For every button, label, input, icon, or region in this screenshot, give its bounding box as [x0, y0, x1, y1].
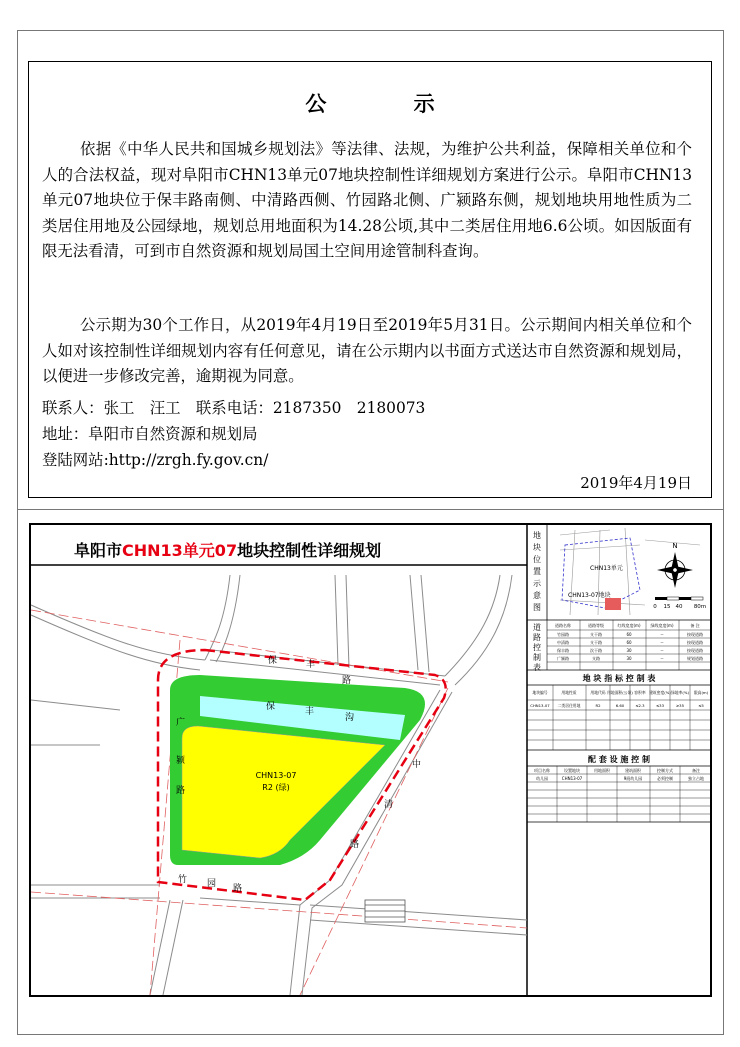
road-table-cell: 支干路	[590, 640, 602, 645]
road-table-header-4: 绿线宽度(m)	[650, 623, 674, 628]
map-title-highlight: CHN13单元07	[122, 541, 238, 560]
road-table-cell: 30	[626, 656, 632, 661]
road-table-cell: 60	[626, 632, 632, 637]
road-table-side-4: 制	[533, 653, 541, 662]
road-label-guangying-2: 颍	[176, 756, 186, 766]
road-table-side-1: 道	[533, 623, 541, 632]
road-table-cell: --	[660, 656, 664, 661]
road-table-cell: 次干路	[590, 648, 602, 653]
road-table-cell: --	[660, 632, 664, 637]
index-table-header: 容积率	[634, 690, 646, 695]
facility-table-header: 项目名称	[534, 768, 550, 773]
facility-table-header: 控制方式	[657, 768, 673, 773]
north-label: N	[672, 542, 678, 550]
road-table-side-5: 表	[533, 663, 541, 672]
road-table-cell: 中清路	[557, 640, 569, 645]
scale-label-3: 80m	[693, 604, 707, 610]
road-label-zhongqing-1: 中	[412, 760, 422, 770]
facility-table-cell: 9班幼儿园	[623, 776, 643, 781]
location-label-7: 图	[533, 603, 541, 612]
road-table-cell: 竹园路	[557, 632, 569, 637]
canal-label-2: 丰	[305, 707, 315, 717]
road-table-header-3: 红线宽度(m)	[617, 623, 641, 628]
facility-table-header: 设置地块	[564, 768, 580, 773]
facility-table-cell: 独立占地	[688, 776, 704, 781]
road-label-zhuyuan-3: 路	[233, 884, 243, 894]
road-label-zhuyuan-1: 竹	[178, 875, 188, 885]
location-panel	[527, 525, 712, 620]
road-table-cell: 支干路	[590, 632, 602, 637]
road-table-header-1: 道路名称	[555, 623, 571, 628]
scale-label-1: 15	[663, 604, 671, 610]
road-table-cell: 支路	[592, 656, 600, 661]
road-table-cell: 30	[626, 648, 632, 653]
facility-table-header: 建筑面积	[625, 768, 641, 773]
facility-table-cell: 必须控制	[657, 776, 673, 781]
road-table-header-5: 备 注	[690, 623, 700, 628]
location-label-1: 地	[533, 531, 541, 540]
location-label-4: 置	[533, 567, 541, 576]
scale-label-0: 0	[653, 604, 657, 610]
facility-table-title: 配 套 设 施 控 制	[588, 755, 650, 764]
index-table-header: 建筑密度(%)	[649, 690, 671, 695]
index-control-table	[527, 673, 712, 750]
index-table-header: 限高(m)	[693, 690, 709, 695]
facility-table-cell: 幼儿园	[536, 776, 548, 781]
index-table-cell: ≤33	[655, 703, 665, 708]
notice-paragraph-2: 公示期为30个工作日，从2019年4月19日至2019年5月31日。公示期间内相关单位和个人如对该控制性详细规划内容有任何意见，请在公示期内以书面方式送达市自然资源和规划局，以便进一步修改完善，逾期视为同意。	[42, 316, 692, 385]
notice-title: 公 示	[305, 92, 475, 116]
road-label-zhongqing-3: 路	[350, 840, 360, 850]
index-table-header: 用地代码	[590, 690, 606, 695]
road-label-guangying-3: 路	[176, 786, 186, 796]
road-table-cell: --	[660, 640, 664, 645]
road-table-cell: --	[660, 648, 664, 653]
inset-unit-label: CHN13单元	[590, 565, 623, 572]
map-title-suffix: 地块控制性详细规划	[237, 541, 382, 560]
road-table-header-2: 道路等级	[588, 623, 604, 628]
location-label-2: 块	[533, 543, 541, 552]
index-table-cell: 二类居住用地	[557, 703, 581, 708]
scale-bar	[653, 597, 706, 610]
index-table-cell: ≥35	[675, 703, 685, 708]
address-line: 地址：阜阳市自然资源和规划局	[42, 425, 258, 443]
road-label-guangying-1: 广	[176, 718, 186, 728]
facility-control-table	[527, 754, 712, 822]
website-line: 登陆网站:http://zrgh.fy.gov.cn/	[42, 451, 269, 469]
facility-table-header: 备注	[692, 768, 700, 773]
road-label-baofeng-2: 丰	[306, 660, 316, 670]
index-table-header: 用地面积(公顷)	[607, 690, 633, 695]
road-table-side-2: 路	[533, 633, 541, 642]
index-table-cell: ≤2.3	[635, 703, 645, 708]
parcel-code: CHN13-07	[255, 771, 297, 780]
road-table-side-3: 控	[533, 643, 541, 652]
index-table-cell: ≤5	[698, 703, 704, 708]
index-table-title: 地 块 指 标 控 制 表	[582, 674, 656, 683]
index-table-header: 绿地率(%)	[671, 690, 689, 695]
location-label-3: 位	[533, 555, 541, 564]
location-label-6: 意	[533, 591, 541, 600]
map-title-prefix: 阜阳市	[74, 541, 123, 560]
contact-line: 联系人：张工 汪工 联系电话：2187350 2180073	[42, 399, 426, 417]
index-table-cell: 6.60	[615, 703, 625, 708]
facility-table-cell: CHN13-07	[561, 776, 583, 781]
north-arrow-icon	[657, 542, 693, 588]
zebra-crossing	[365, 900, 405, 922]
inset-parcel-label: CHN13-07地块	[568, 592, 611, 599]
notice-paragraph-1: 依据《中华人民共和国城乡规划法》等法律、法规，为维护公共利益，保障相关单位和个人的合法权益，现对阜阳市CHN13单元07地块控制性详细规划方案进行公示。阜阳市CHN13单元07地块位于保丰路南侧、中清路西侧、竹园路北侧、广颍路东侧，规划地块用地性质为二类居住用地及公园绿地，规划总用地面积为14.28公顷,其中二类居住用地6.6公顷。如因版面有限无法看清，可到市自然资源和规划局国土空间用途管制科查询。	[42, 140, 692, 260]
parcel-use: R2 (绿)	[262, 783, 290, 792]
road-table-cell: 广颍路	[557, 656, 569, 661]
road-table-cell: 保丰路	[557, 648, 569, 653]
canal-label-3: 沟	[345, 713, 355, 723]
road-table-cell: 按现道路	[687, 632, 703, 637]
canal-label-1: 保	[266, 702, 276, 712]
index-table-header: 用地性质	[561, 690, 577, 695]
index-table-header: 地块编号	[532, 690, 548, 695]
facility-table-header: 用地面积	[594, 768, 610, 773]
road-label-baofeng-1: 保	[268, 656, 278, 666]
notice-date: 2019年4月19日	[580, 474, 692, 492]
road-label-baofeng-3: 路	[342, 676, 352, 686]
road-table-cell: 60	[626, 640, 632, 645]
road-label-zhuyuan-2: 园	[207, 879, 217, 889]
road-label-zhongqing-2: 清	[384, 800, 394, 810]
road-control-table	[527, 620, 712, 672]
index-table-cell: R2	[595, 703, 601, 708]
index-table-cell: CHN13-07	[530, 703, 550, 708]
road-table-cell: 规划道路	[687, 656, 703, 661]
scale-label-2: 40	[675, 604, 683, 610]
road-table-cell: 按现道路	[687, 648, 703, 653]
inset-parcel-marker	[605, 598, 621, 610]
road-table-cell: 按现道路	[687, 640, 703, 645]
location-label-5: 示	[533, 579, 541, 588]
road-centerline-baofeng	[31, 610, 448, 682]
